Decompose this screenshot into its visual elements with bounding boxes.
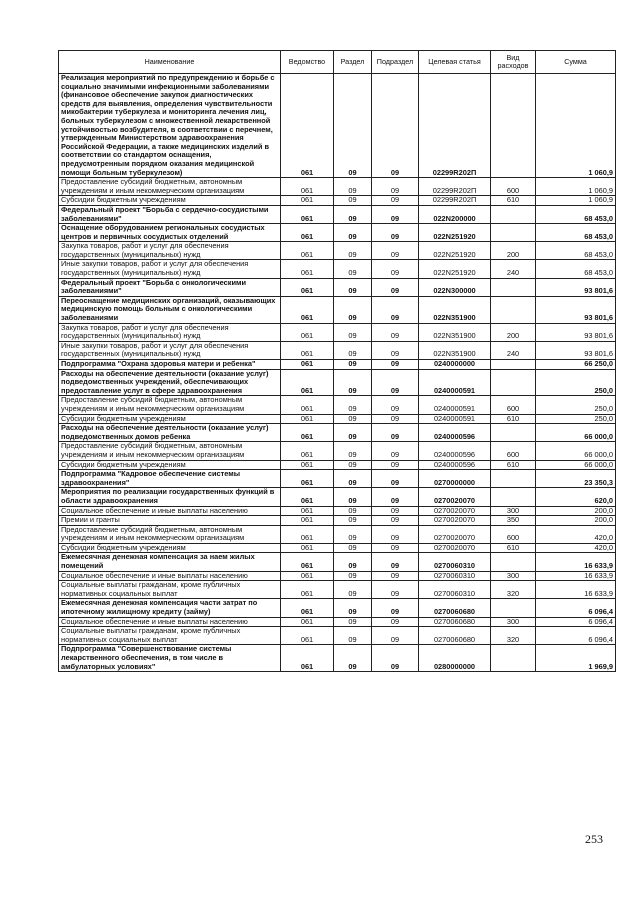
- row-ved: 061: [281, 296, 334, 323]
- row-ved: 061: [281, 488, 334, 506]
- table-row: [59, 488, 616, 506]
- row-razdel: 09: [334, 323, 372, 341]
- row-name: Субсидии бюджетным учреждениям: [59, 196, 281, 206]
- row-podrazdel: 09: [372, 196, 419, 206]
- row-razdel: 09: [334, 617, 372, 627]
- row-razdel: 09: [334, 470, 372, 488]
- row-razdel: 09: [334, 360, 372, 370]
- row-expense-type: [491, 553, 536, 571]
- row-ved: 061: [281, 460, 334, 470]
- row-name: Оснащение оборудованием региональных сосудистых центров и первичных сосудистых отделений: [59, 224, 281, 242]
- row-target-article: 0240000000: [419, 360, 491, 370]
- row-expense-type: [491, 599, 536, 617]
- row-sum: 6 096,4: [536, 617, 616, 627]
- row-target-article: 0270060680: [419, 627, 491, 645]
- row-podrazdel: 09: [372, 323, 419, 341]
- row-podrazdel: 09: [372, 571, 419, 581]
- row-razdel: 09: [334, 599, 372, 617]
- row-razdel: 09: [334, 645, 372, 672]
- row-expense-type: 300: [491, 617, 536, 627]
- row-expense-type: 600: [491, 525, 536, 543]
- row-expense-type: 610: [491, 414, 536, 424]
- row-name: Социальное обеспечение и иные выплаты населению: [59, 571, 281, 581]
- row-ved: 061: [281, 627, 334, 645]
- row-razdel: 09: [334, 543, 372, 553]
- row-sum: 6 096,4: [536, 599, 616, 617]
- row-name: Подпрограмма "Кадровое обеспечение системы здравоохранения": [59, 470, 281, 488]
- row-podrazdel: 09: [372, 224, 419, 242]
- row-expense-type: [491, 360, 536, 370]
- row-podrazdel: 09: [372, 74, 419, 178]
- row-sum: 66 250,0: [536, 360, 616, 370]
- row-ved: 061: [281, 516, 334, 526]
- table-row: [59, 645, 616, 672]
- table-row: [59, 396, 616, 414]
- row-sum: 68 453,0: [536, 224, 616, 242]
- row-ved: 061: [281, 581, 334, 599]
- row-target-article: 0270000000: [419, 470, 491, 488]
- row-expense-type: [491, 369, 536, 396]
- row-razdel: 09: [334, 178, 372, 196]
- row-ved: 061: [281, 323, 334, 341]
- row-target-article: 0270020070: [419, 525, 491, 543]
- row-podrazdel: 09: [372, 396, 419, 414]
- row-sum: 250,0: [536, 369, 616, 396]
- row-target-article: 0270020070: [419, 516, 491, 526]
- row-razdel: 09: [334, 581, 372, 599]
- row-sum: 66 000,0: [536, 442, 616, 460]
- page-number: 253: [585, 832, 603, 846]
- row-expense-type: 200: [491, 242, 536, 260]
- row-target-article: 0270020070: [419, 488, 491, 506]
- row-name: Предоставление субсидий бюджетным, автономным учреждениям и иным некоммерческим организациям: [59, 178, 281, 196]
- row-target-article: 0240000596: [419, 460, 491, 470]
- table-row: [59, 178, 616, 196]
- table-row: [59, 516, 616, 526]
- table-row: [59, 360, 616, 370]
- row-ved: 061: [281, 196, 334, 206]
- row-expense-type: 320: [491, 627, 536, 645]
- row-name: Ежемесячная денежная компенсация части затрат по ипотечному жилищному кредиту (займу): [59, 599, 281, 617]
- row-razdel: 09: [334, 278, 372, 296]
- row-ved: 061: [281, 617, 334, 627]
- row-sum: 1 060,9: [536, 196, 616, 206]
- table-row: [59, 424, 616, 442]
- row-razdel: 09: [334, 553, 372, 571]
- table-row: [59, 224, 616, 242]
- row-sum: 420,0: [536, 525, 616, 543]
- row-expense-type: 600: [491, 442, 536, 460]
- row-sum: 23 350,3: [536, 470, 616, 488]
- row-target-article: 0240000591: [419, 369, 491, 396]
- row-podrazdel: 09: [372, 553, 419, 571]
- row-ved: 061: [281, 506, 334, 516]
- row-name: Федеральный проект "Борьба с онкологическими заболеваниями": [59, 278, 281, 296]
- row-ved: 061: [281, 525, 334, 543]
- row-expense-type: 240: [491, 341, 536, 359]
- row-name: Предоставление субсидий бюджетным, автономным учреждениям и иным некоммерческим организациям: [59, 442, 281, 460]
- header-name: Наименование: [59, 51, 281, 74]
- row-sum: 93 801,6: [536, 278, 616, 296]
- row-podrazdel: 09: [372, 278, 419, 296]
- table-row: [59, 196, 616, 206]
- row-ved: 061: [281, 224, 334, 242]
- table-header-row: [59, 51, 616, 74]
- row-target-article: 022N251920: [419, 224, 491, 242]
- row-ved: 061: [281, 414, 334, 424]
- table-row: [59, 369, 616, 396]
- row-name: Социальные выплаты гражданам, кроме публичных нормативных социальных выплат: [59, 627, 281, 645]
- row-target-article: 02299R202П: [419, 74, 491, 178]
- row-podrazdel: 09: [372, 414, 419, 424]
- row-sum: 620,0: [536, 488, 616, 506]
- row-ved: 061: [281, 260, 334, 278]
- header-ved: Ведомство: [281, 51, 334, 74]
- table-row: [59, 278, 616, 296]
- row-sum: 93 801,6: [536, 296, 616, 323]
- row-sum: 1 969,9: [536, 645, 616, 672]
- row-podrazdel: 09: [372, 296, 419, 323]
- row-target-article: 0270020070: [419, 506, 491, 516]
- row-target-article: 0270020070: [419, 543, 491, 553]
- row-name: Субсидии бюджетным учреждениям: [59, 543, 281, 553]
- row-name: Иные закупки товаров, работ и услуг для обеспечения государственных (муниципальных) нужд: [59, 260, 281, 278]
- row-expense-type: 600: [491, 396, 536, 414]
- row-podrazdel: 09: [372, 341, 419, 359]
- row-expense-type: 300: [491, 506, 536, 516]
- row-sum: 420,0: [536, 543, 616, 553]
- row-target-article: 022N351900: [419, 296, 491, 323]
- row-expense-type: [491, 224, 536, 242]
- table-row: [59, 553, 616, 571]
- row-sum: 250,0: [536, 414, 616, 424]
- row-expense-type: 610: [491, 196, 536, 206]
- row-name: Ежемесячная денежная компенсация за наем жилых помещений: [59, 553, 281, 571]
- row-expense-type: 300: [491, 571, 536, 581]
- table-row: [59, 627, 616, 645]
- row-podrazdel: 09: [372, 369, 419, 396]
- header-target-article: Целевая статья: [419, 51, 491, 74]
- row-podrazdel: 09: [372, 617, 419, 627]
- row-podrazdel: 09: [372, 581, 419, 599]
- table-row: [59, 506, 616, 516]
- row-target-article: 022N351900: [419, 323, 491, 341]
- row-target-article: 022N351900: [419, 341, 491, 359]
- row-razdel: 09: [334, 460, 372, 470]
- row-target-article: 0270060680: [419, 617, 491, 627]
- row-name: Субсидии бюджетным учреждениям: [59, 414, 281, 424]
- row-name: Социальное обеспечение и иные выплаты населению: [59, 617, 281, 627]
- row-sum: 200,0: [536, 516, 616, 526]
- table-row: [59, 525, 616, 543]
- header-podrazdel: Подраздел: [372, 51, 419, 74]
- row-razdel: 09: [334, 442, 372, 460]
- row-razdel: 09: [334, 74, 372, 178]
- row-ved: 061: [281, 599, 334, 617]
- row-expense-type: 600: [491, 178, 536, 196]
- row-podrazdel: 09: [372, 442, 419, 460]
- row-podrazdel: 09: [372, 645, 419, 672]
- row-sum: 200,0: [536, 506, 616, 516]
- row-target-article: 0270060680: [419, 599, 491, 617]
- table-row: [59, 341, 616, 359]
- header-razdel: Раздел: [334, 51, 372, 74]
- row-name: Расходы на обеспечение деятельности (оказание услуг) подведомственных учреждений, обеспечивающих предоставление услуг в сфере здравоохранения: [59, 369, 281, 396]
- row-target-article: 0270060310: [419, 553, 491, 571]
- row-razdel: 09: [334, 414, 372, 424]
- row-razdel: 09: [334, 224, 372, 242]
- row-sum: 66 000,0: [536, 460, 616, 470]
- row-sum: 1 060,9: [536, 74, 616, 178]
- row-target-article: 0280000000: [419, 645, 491, 672]
- row-podrazdel: 09: [372, 599, 419, 617]
- row-razdel: 09: [334, 516, 372, 526]
- row-name: Премии и гранты: [59, 516, 281, 526]
- row-podrazdel: 09: [372, 543, 419, 553]
- table-row: [59, 260, 616, 278]
- row-name: Федеральный проект "Борьба с сердечно-сосудистыми заболеваниями": [59, 205, 281, 223]
- row-ved: 061: [281, 553, 334, 571]
- row-name: Предоставление субсидий бюджетным, автономным учреждениям и иным некоммерческим организациям: [59, 396, 281, 414]
- row-sum: 16 633,9: [536, 553, 616, 571]
- row-sum: 1 060,9: [536, 178, 616, 196]
- row-podrazdel: 09: [372, 260, 419, 278]
- row-sum: 250,0: [536, 396, 616, 414]
- row-target-article: 022N200000: [419, 205, 491, 223]
- table-row: [59, 296, 616, 323]
- row-razdel: 09: [334, 424, 372, 442]
- row-razdel: 09: [334, 341, 372, 359]
- row-name: Мероприятия по реализации государственных функций в области здравоохранения: [59, 488, 281, 506]
- row-expense-type: 350: [491, 516, 536, 526]
- row-name: Реализация мероприятий по предупреждению и борьбе с социально значимыми инфекционными заболеваниями (финансовое обеспечение закупок диагностических средств для выявления, определения чувствительности микобактерии туберкулеза и мониторинга лечения лиц, больных туберкулезом с множественной лекарственной устойчивостью возбудителя, в соответствии с перечнем, утвержденным Министерством здравоохранения Российской Федерации, а также медицинских изделий в соответствии со стандартом оснащения, предусмотренным порядком оказания медицинской помощи больным туберкулезом): [59, 74, 281, 178]
- row-ved: 061: [281, 543, 334, 553]
- row-sum: 6 096,4: [536, 627, 616, 645]
- row-podrazdel: 09: [372, 424, 419, 442]
- row-expense-type: 200: [491, 323, 536, 341]
- row-target-article: 0240000596: [419, 442, 491, 460]
- row-name: Подпрограмма "Охрана здоровья матери и ребенка": [59, 360, 281, 370]
- row-ved: 061: [281, 645, 334, 672]
- row-name: Субсидии бюджетным учреждениям: [59, 460, 281, 470]
- row-expense-type: 320: [491, 581, 536, 599]
- row-name: Подпрограмма "Совершенствование системы лекарственного обеспечения, в том числе в амбулаторных условиях": [59, 645, 281, 672]
- row-target-article: 0240000591: [419, 414, 491, 424]
- row-podrazdel: 09: [372, 516, 419, 526]
- row-podrazdel: 09: [372, 488, 419, 506]
- row-podrazdel: 09: [372, 360, 419, 370]
- table-row: [59, 323, 616, 341]
- row-expense-type: 610: [491, 543, 536, 553]
- row-ved: 061: [281, 470, 334, 488]
- row-expense-type: [491, 74, 536, 178]
- row-expense-type: 240: [491, 260, 536, 278]
- row-ved: 061: [281, 278, 334, 296]
- row-razdel: 09: [334, 488, 372, 506]
- row-razdel: 09: [334, 525, 372, 543]
- row-name: Предоставление субсидий бюджетным, автономным учреждениям и иным некоммерческим организациям: [59, 525, 281, 543]
- row-razdel: 09: [334, 196, 372, 206]
- table-row: [59, 581, 616, 599]
- row-name: Закупка товаров, работ и услуг для обеспечения государственных (муниципальных) нужд: [59, 323, 281, 341]
- row-name: Переоснащение медицинских организаций, оказывающих медицинскую помощь больным с онкологическими заболеваниями: [59, 296, 281, 323]
- row-razdel: 09: [334, 506, 372, 516]
- row-ved: 061: [281, 369, 334, 396]
- row-target-article: 0270060310: [419, 581, 491, 599]
- row-ved: 061: [281, 360, 334, 370]
- row-podrazdel: 09: [372, 460, 419, 470]
- table-body: [59, 74, 616, 672]
- row-target-article: 022N251920: [419, 242, 491, 260]
- header-expense-type: Вид расходов: [491, 51, 536, 74]
- row-expense-type: [491, 488, 536, 506]
- row-sum: 16 633,9: [536, 581, 616, 599]
- row-podrazdel: 09: [372, 242, 419, 260]
- row-target-article: 02299R202П: [419, 196, 491, 206]
- row-target-article: 02299R202П: [419, 178, 491, 196]
- row-ved: 061: [281, 442, 334, 460]
- row-sum: 68 453,0: [536, 260, 616, 278]
- row-sum: 68 453,0: [536, 205, 616, 223]
- row-expense-type: [491, 470, 536, 488]
- row-podrazdel: 09: [372, 178, 419, 196]
- row-razdel: 09: [334, 260, 372, 278]
- table-row: [59, 205, 616, 223]
- row-razdel: 09: [334, 396, 372, 414]
- row-razdel: 09: [334, 242, 372, 260]
- row-expense-type: [491, 278, 536, 296]
- row-ved: 061: [281, 74, 334, 178]
- row-name: Социальные выплаты гражданам, кроме публичных нормативных социальных выплат: [59, 581, 281, 599]
- row-expense-type: [491, 645, 536, 672]
- row-podrazdel: 09: [372, 470, 419, 488]
- row-razdel: 09: [334, 571, 372, 581]
- table-row: [59, 242, 616, 260]
- row-name: Иные закупки товаров, работ и услуг для обеспечения государственных (муниципальных) нужд: [59, 341, 281, 359]
- row-expense-type: [491, 205, 536, 223]
- header-sum: Сумма: [536, 51, 616, 74]
- table-row: [59, 599, 616, 617]
- row-target-article: 022N251920: [419, 260, 491, 278]
- row-ved: 061: [281, 424, 334, 442]
- row-sum: 93 801,6: [536, 341, 616, 359]
- row-sum: 68 453,0: [536, 242, 616, 260]
- row-razdel: 09: [334, 205, 372, 223]
- row-ved: 061: [281, 242, 334, 260]
- row-ved: 061: [281, 571, 334, 581]
- row-ved: 061: [281, 205, 334, 223]
- row-expense-type: [491, 424, 536, 442]
- row-podrazdel: 09: [372, 506, 419, 516]
- row-ved: 061: [281, 341, 334, 359]
- table-row: [59, 470, 616, 488]
- row-sum: 16 633,9: [536, 571, 616, 581]
- row-name: Расходы на обеспечение деятельности (оказание услуг) подведомственных домов ребенка: [59, 424, 281, 442]
- row-expense-type: 610: [491, 460, 536, 470]
- table-row: [59, 442, 616, 460]
- row-name: Социальное обеспечение и иные выплаты населению: [59, 506, 281, 516]
- row-razdel: 09: [334, 627, 372, 645]
- row-sum: 66 000,0: [536, 424, 616, 442]
- row-target-article: 022N300000: [419, 278, 491, 296]
- row-expense-type: [491, 296, 536, 323]
- row-podrazdel: 09: [372, 525, 419, 543]
- row-target-article: 0270060310: [419, 571, 491, 581]
- row-razdel: 09: [334, 369, 372, 396]
- row-target-article: 0240000591: [419, 396, 491, 414]
- row-ved: 061: [281, 396, 334, 414]
- row-name: Закупка товаров, работ и услуг для обеспечения государственных (муниципальных) нужд: [59, 242, 281, 260]
- budget-table: [58, 50, 616, 672]
- row-sum: 93 801,6: [536, 323, 616, 341]
- row-podrazdel: 09: [372, 205, 419, 223]
- table-row: [59, 74, 616, 178]
- row-podrazdel: 09: [372, 627, 419, 645]
- row-target-article: 0240000596: [419, 424, 491, 442]
- row-razdel: 09: [334, 296, 372, 323]
- row-ved: 061: [281, 178, 334, 196]
